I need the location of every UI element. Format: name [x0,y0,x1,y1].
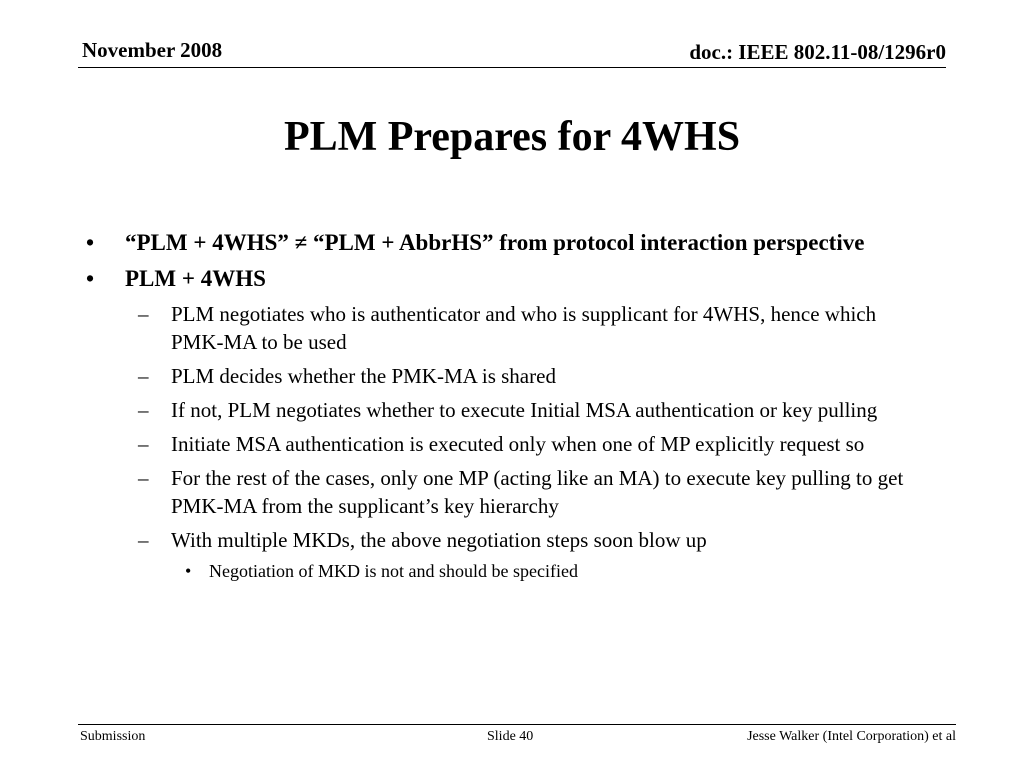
bullet-item [82,228,932,257]
sub-sub-bullet-text: Negotiation of MKD is not and should be specified [209,561,578,581]
sub-bullet-item [82,464,932,520]
header-date: November 2008 [82,38,223,62]
footer-submission: Submission [80,729,146,744]
bullet-item [82,264,932,293]
sub-bullet-item [82,300,932,356]
bullet-marker: • [86,230,95,255]
bullet-marker: • [86,266,95,291]
sub-bullet-item [82,430,932,458]
slide-title: PLM Prepares for 4WHS [283,114,741,160]
footer-author: Jesse Walker (Intel Corporation) et al [747,729,956,744]
sub-bullet-item [82,396,932,424]
sub-bullet-item [82,526,932,554]
sub-bullet-text: For the rest of the cases, only one MP (acting like an MA) to execute key pulling to get PMK-MA from the supplicant’s key hierarchy [171,466,904,518]
sub-bullet-text: Initiate MSA authentication is executed only when one of MP explicitly request so [171,432,865,456]
footer-divider [78,724,956,725]
sub-sub-bullet-item [82,558,932,584]
sub-bullet-marker: – [138,432,149,456]
sub-sub-bullet-marker: • [185,561,192,581]
sub-bullet-text: PLM negotiates who is authenticator and who is supplicant for 4WHS, hence which PMK-MA to be used [171,302,877,354]
footer-slide-number: Slide 40 [487,729,534,744]
sub-bullet-marker: – [138,302,149,326]
sub-bullet-text: PLM decides whether the PMK-MA is shared [171,364,556,388]
header-divider [78,67,946,68]
sub-bullet-text: With multiple MKDs, the above negotiation steps soon blow up [171,528,707,552]
slide-content [82,228,932,584]
sub-bullet-marker: – [138,364,149,388]
bullet-text: “PLM + 4WHS” ≠ “PLM + AbbrHS” from protocol interaction perspective [125,230,865,255]
sub-bullet-marker: – [138,528,149,552]
sub-bullet-marker: – [138,398,149,422]
sub-bullet-text: If not, PLM negotiates whether to execute Initial MSA authentication or key pulling [171,398,878,422]
header-doc-id: doc.: IEEE 802.11-08/1296r0 [689,40,946,64]
sub-bullet-item [82,362,932,390]
sub-bullet-marker: – [138,466,149,490]
bullet-text: PLM + 4WHS [125,266,266,291]
